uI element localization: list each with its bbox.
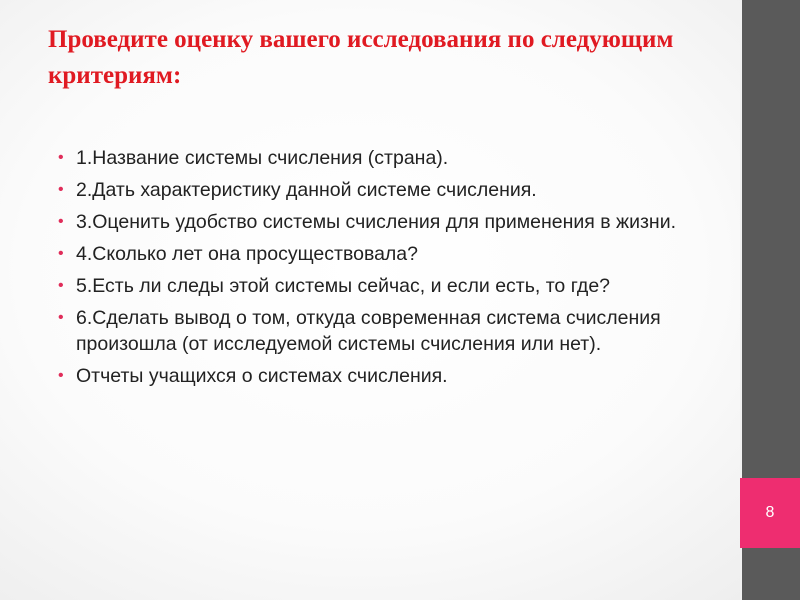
bullet-text: 5.Есть ли следы этой системы сейчас, и если есть, то где? bbox=[76, 275, 611, 297]
bullet-text: 6.Сделать вывод о том, откуда современная система счисления произошла (от исследуемой системы счисления или нет). bbox=[76, 307, 661, 355]
bullet-text: Отчеты учащихся о системах счисления. bbox=[76, 365, 448, 387]
bullet-text: 4.Сколько лет она просуществовала? bbox=[76, 243, 419, 265]
bullet-dot-icon: • bbox=[58, 367, 64, 384]
bullet-dot-icon: • bbox=[58, 213, 64, 230]
bullet-text: 3.Оценить удобство системы счисления для применения в жизни. bbox=[76, 211, 677, 233]
slide-title: Проведите оценку вашего исследования по следующим критериям: bbox=[48, 26, 674, 89]
bullet-item-1 bbox=[56, 145, 696, 171]
bullet-text: 1.Название системы счисления (страна). bbox=[76, 147, 449, 169]
bullet-dot-icon: • bbox=[58, 309, 64, 326]
bullet-dot-icon: • bbox=[58, 149, 64, 166]
bullet-item-5 bbox=[56, 273, 696, 299]
bullet-item-4 bbox=[56, 241, 696, 267]
bullet-item-7 bbox=[56, 363, 696, 389]
bullet-item-2 bbox=[56, 177, 696, 203]
bullet-dot-icon: • bbox=[58, 277, 64, 294]
bullet-item-6 bbox=[56, 305, 696, 357]
bullet-item-3 bbox=[56, 209, 696, 235]
bullet-list bbox=[56, 145, 696, 395]
bullet-text: 2.Дать характеристику данной системе счисления. bbox=[76, 179, 537, 201]
bullet-dot-icon: • bbox=[58, 181, 64, 198]
bullet-dot-icon: • bbox=[58, 245, 64, 262]
page-number-badge: 8 bbox=[740, 478, 800, 548]
